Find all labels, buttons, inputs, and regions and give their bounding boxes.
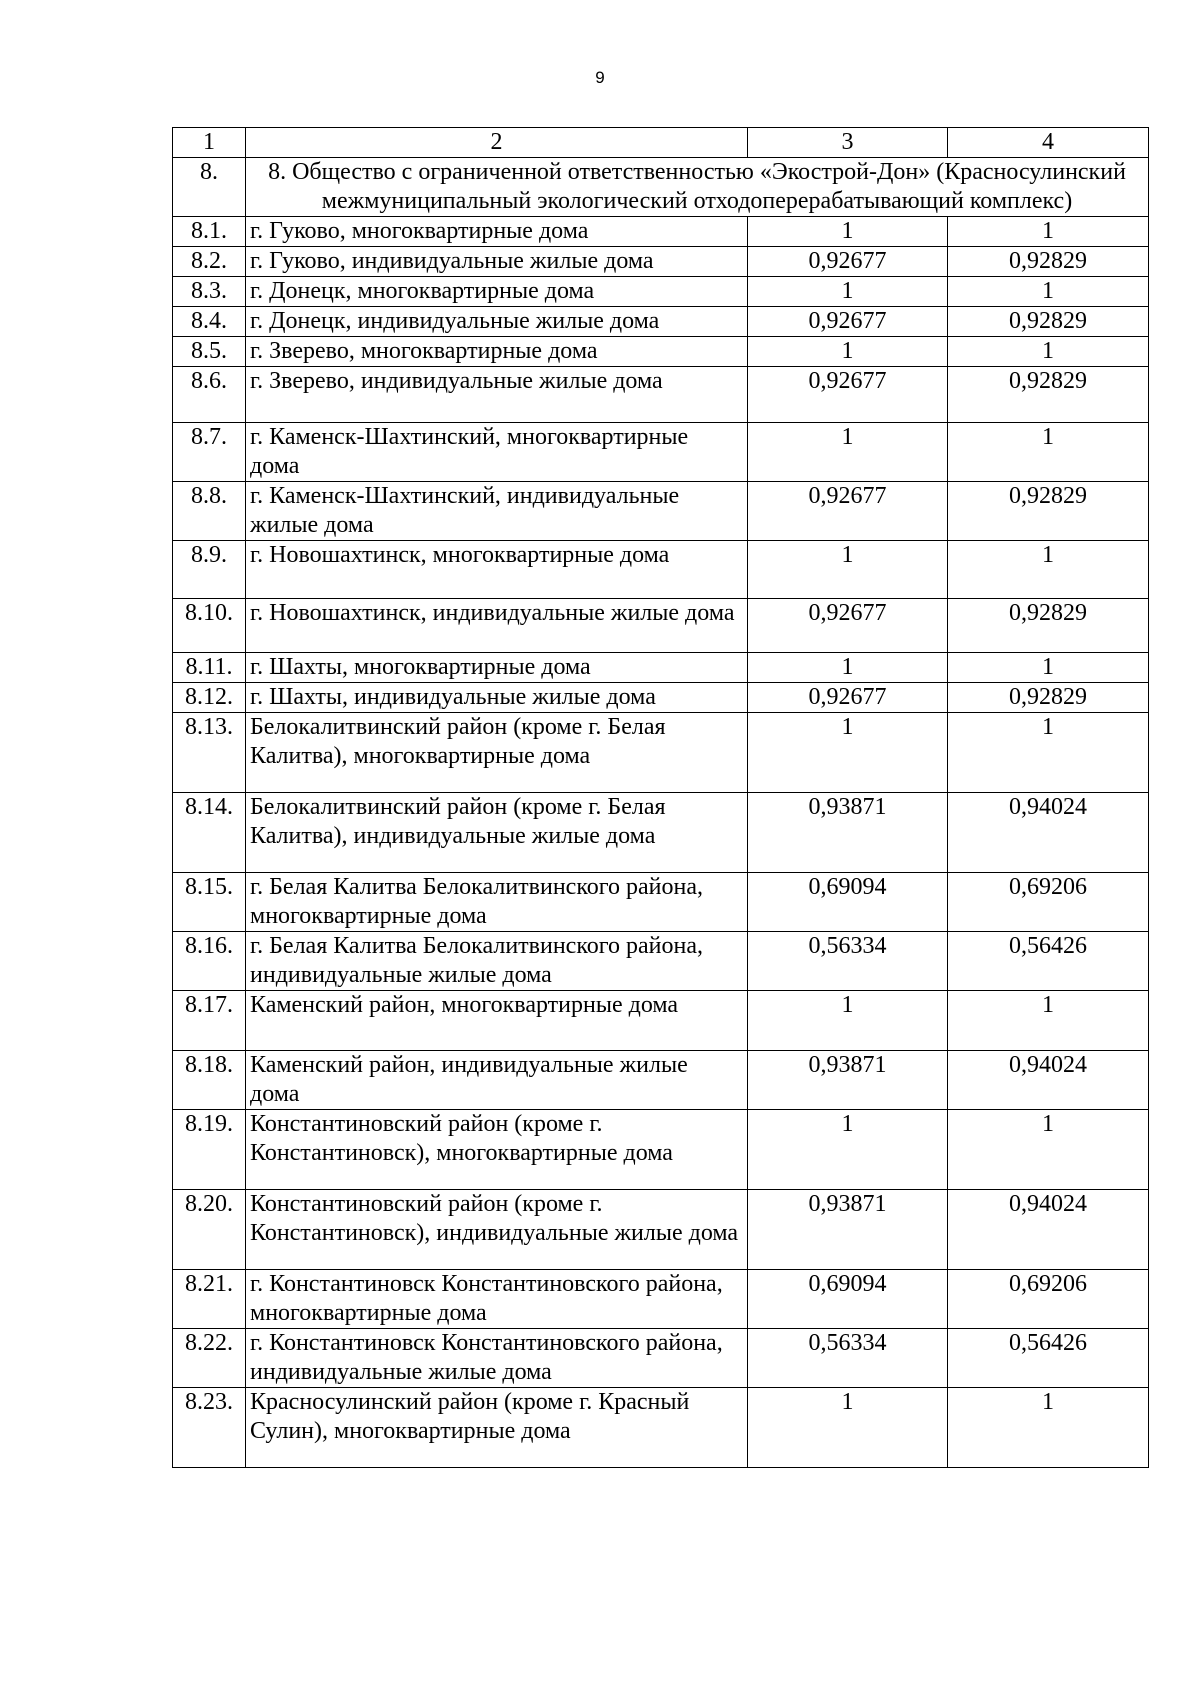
row-name: г. Шахты, многоквартирные дома	[246, 653, 748, 683]
row-value-col4: 1	[948, 423, 1149, 482]
table-row	[173, 541, 1149, 599]
row-value-col3: 0,92677	[748, 367, 948, 423]
group-title: 8. Общество с ограниченной ответственностью «Экострой-Дон» (Красносулинский межмуниципальный экологический отходоперерабатывающий комплекс)	[246, 158, 1149, 217]
table-row	[173, 932, 1149, 991]
page-number: 9	[595, 68, 605, 87]
row-value-col4: 0,92829	[948, 599, 1149, 653]
table-row	[173, 1388, 1149, 1468]
row-value-col4: 1	[948, 217, 1149, 247]
row-number: 8.19.	[173, 1110, 246, 1190]
row-name: г. Белая Калитва Белокалитвинского района, индивидуальные жилые дома	[246, 932, 748, 991]
row-number: 8.3.	[173, 277, 246, 307]
table-row	[173, 1270, 1149, 1329]
row-name: г. Донецк, индивидуальные жилые дома	[246, 307, 748, 337]
table-row	[173, 217, 1149, 247]
row-value-col4: 0,56426	[948, 932, 1149, 991]
table-row	[173, 1051, 1149, 1110]
table-row	[173, 1110, 1149, 1190]
group-row	[173, 158, 1149, 217]
row-value-col4: 0,92829	[948, 307, 1149, 337]
row-value-col3: 1	[748, 1388, 948, 1468]
table-row	[173, 423, 1149, 482]
column-header-4: 4	[948, 128, 1149, 158]
table-row	[173, 793, 1149, 873]
row-value-col4: 1	[948, 541, 1149, 599]
row-name: Константиновский район (кроме г. Константиновск), многоквартирные дома	[246, 1110, 748, 1190]
row-number: 8.11.	[173, 653, 246, 683]
row-name: г. Шахты, индивидуальные жилые дома	[246, 683, 748, 713]
row-value-col4: 0,94024	[948, 1051, 1149, 1110]
group-number: 8.	[173, 158, 246, 217]
row-value-col3: 0,56334	[748, 1329, 948, 1388]
row-value-col4: 0,69206	[948, 1270, 1149, 1329]
row-value-col4: 0,69206	[948, 873, 1149, 932]
table-row	[173, 1190, 1149, 1270]
row-value-col4: 0,92829	[948, 683, 1149, 713]
row-number: 8.2.	[173, 247, 246, 277]
row-value-col3: 1	[748, 1110, 948, 1190]
row-value-col3: 1	[748, 217, 948, 247]
row-name: Каменский район, индивидуальные жилые дома	[246, 1051, 748, 1110]
row-value-col4: 1	[948, 991, 1149, 1051]
row-value-col3: 0,92677	[748, 599, 948, 653]
row-number: 8.18.	[173, 1051, 246, 1110]
table-row	[173, 599, 1149, 653]
row-number: 8.15.	[173, 873, 246, 932]
row-name: г. Константиновск Константиновского района, индивидуальные жилые дома	[246, 1329, 748, 1388]
table-row	[173, 653, 1149, 683]
row-value-col4: 1	[948, 1388, 1149, 1468]
row-name: г. Каменск-Шахтинский, индивидуальные жилые дома	[246, 482, 748, 541]
row-value-col4: 0,94024	[948, 793, 1149, 873]
row-value-col3: 0,92677	[748, 307, 948, 337]
row-name: г. Гуково, многоквартирные дома	[246, 217, 748, 247]
row-value-col4: 1	[948, 337, 1149, 367]
row-number: 8.5.	[173, 337, 246, 367]
column-header-3: 3	[748, 128, 948, 158]
row-name: г. Гуково, индивидуальные жилые дома	[246, 247, 748, 277]
row-number: 8.10.	[173, 599, 246, 653]
row-number: 8.7.	[173, 423, 246, 482]
row-value-col3: 1	[748, 991, 948, 1051]
row-name: г. Константиновск Константиновского района, многоквартирные дома	[246, 1270, 748, 1329]
table-row	[173, 277, 1149, 307]
row-value-col3: 1	[748, 277, 948, 307]
row-name: г. Зверево, многоквартирные дома	[246, 337, 748, 367]
row-value-col4: 0,92829	[948, 482, 1149, 541]
row-value-col3: 0,92677	[748, 683, 948, 713]
column-header-1: 1	[173, 128, 246, 158]
row-value-col4: 1	[948, 277, 1149, 307]
table-row	[173, 482, 1149, 541]
row-value-col4: 1	[948, 653, 1149, 683]
row-value-col3: 0,93871	[748, 1051, 948, 1110]
row-value-col4: 1	[948, 713, 1149, 793]
row-value-col3: 1	[748, 653, 948, 683]
row-value-col3: 0,92677	[748, 247, 948, 277]
row-value-col3: 0,69094	[748, 873, 948, 932]
row-number: 8.9.	[173, 541, 246, 599]
row-number: 8.1.	[173, 217, 246, 247]
row-number: 8.16.	[173, 932, 246, 991]
row-number: 8.14.	[173, 793, 246, 873]
row-number: 8.22.	[173, 1329, 246, 1388]
row-value-col3: 0,93871	[748, 793, 948, 873]
row-number: 8.23.	[173, 1388, 246, 1468]
row-name: г. Белая Калитва Белокалитвинского района, многоквартирные дома	[246, 873, 748, 932]
row-name: Белокалитвинский район (кроме г. Белая Калитва), индивидуальные жилые дома	[246, 793, 748, 873]
tariff-coefficient-table	[172, 127, 1149, 1468]
row-name: Белокалитвинский район (кроме г. Белая Калитва), многоквартирные дома	[246, 713, 748, 793]
table-row	[173, 683, 1149, 713]
row-number: 8.17.	[173, 991, 246, 1051]
row-value-col3: 1	[748, 423, 948, 482]
row-name: г. Зверево, индивидуальные жилые дома	[246, 367, 748, 423]
table-row	[173, 337, 1149, 367]
row-value-col4: 0,94024	[948, 1190, 1149, 1270]
table-row	[173, 873, 1149, 932]
row-value-col4: 1	[948, 1110, 1149, 1190]
row-number: 8.4.	[173, 307, 246, 337]
row-value-col3: 0,69094	[748, 1270, 948, 1329]
row-number: 8.20.	[173, 1190, 246, 1270]
row-value-col4: 0,56426	[948, 1329, 1149, 1388]
row-name: г. Новошахтинск, многоквартирные дома	[246, 541, 748, 599]
row-value-col4: 0,92829	[948, 367, 1149, 423]
row-name: Красносулинский район (кроме г. Красный Сулин), многоквартирные дома	[246, 1388, 748, 1468]
row-name: г. Новошахтинск, индивидуальные жилые дома	[246, 599, 748, 653]
table-row	[173, 991, 1149, 1051]
row-name: г. Донецк, многоквартирные дома	[246, 277, 748, 307]
row-number: 8.21.	[173, 1270, 246, 1329]
table-row	[173, 367, 1149, 423]
row-value-col3: 0,93871	[748, 1190, 948, 1270]
row-name: Каменский район, многоквартирные дома	[246, 991, 748, 1051]
row-name: г. Каменск-Шахтинский, многоквартирные дома	[246, 423, 748, 482]
row-value-col3: 1	[748, 337, 948, 367]
row-value-col3: 0,56334	[748, 932, 948, 991]
row-value-col3: 1	[748, 541, 948, 599]
table-row	[173, 307, 1149, 337]
row-number: 8.13.	[173, 713, 246, 793]
table-row	[173, 1329, 1149, 1388]
row-value-col3: 0,92677	[748, 482, 948, 541]
row-number: 8.6.	[173, 367, 246, 423]
row-number: 8.12.	[173, 683, 246, 713]
row-value-col3: 1	[748, 713, 948, 793]
row-value-col4: 0,92829	[948, 247, 1149, 277]
column-header-2: 2	[246, 128, 748, 158]
row-number: 8.8.	[173, 482, 246, 541]
row-name: Константиновский район (кроме г. Константиновск), индивидуальные жилые дома	[246, 1190, 748, 1270]
column-number-row	[173, 128, 1149, 158]
table-row	[173, 247, 1149, 277]
table-row	[173, 713, 1149, 793]
